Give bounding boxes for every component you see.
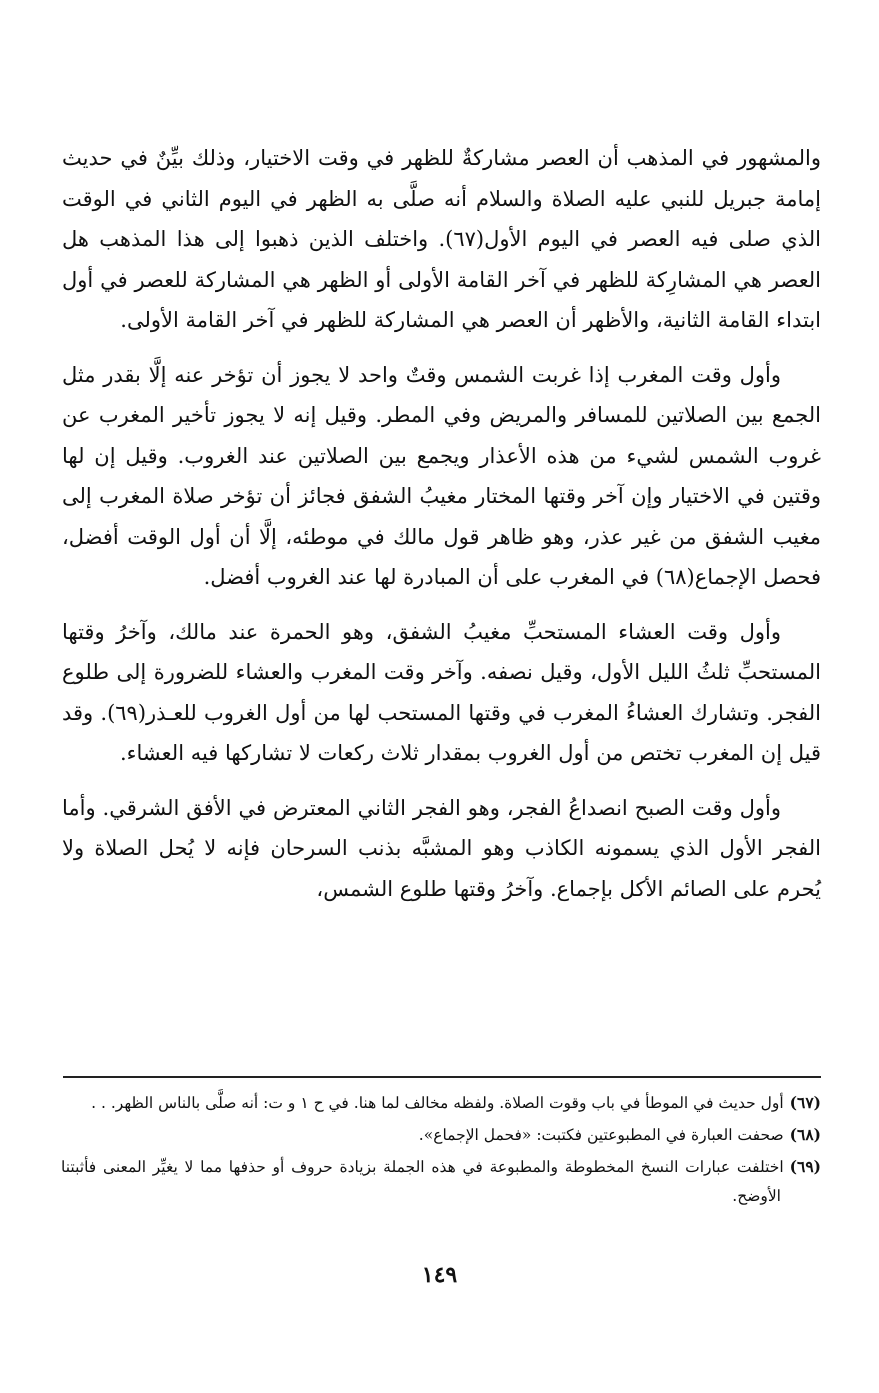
footnote-text: صحفت العبارة في المطبوعتين فكتبت: «فحمل الإجماع».	[418, 1126, 784, 1144]
footnote-number: (٦٩)	[789, 1157, 821, 1176]
paragraph-subh: وأول وقت الصبح انصداعُ الفجر، وهو الفجر الثاني المعترض في الأفق الشرقي. وأما الفجر الأول الذي يسمونه الكاذب وهو المشبَّه بذنب السرحان فإنه لا يُحل الصلاة ولا يُحرم على الصائم الأكل بإجماع. وآخرُ وقتها طلوع الشمس،	[62, 795, 821, 901]
footnote-67	[61, 1088, 821, 1118]
page-number: ١٤٩	[421, 1262, 458, 1288]
paragraph-isha: وأول وقت العشاء المستحبِّ مغيبُ الشفق، وهو الحمرة عند مالك، وآخرُ وقتها المستحبِّ ثلثُ الليل الأول، وقيل نصفه. وآخر وقت المغرب والعشاء للضرورة إلى طلوع الفجر. وتشارك العشاءُ المغرب في وقتها المستحب لها من أول الغروب للعـذر(٦٩). وقد قيل إن المغرب تختص من أول الغروب بمقدار ثلاث ركعات لا تشاركها فيه العشاء.	[62, 619, 821, 765]
footnote-text: اختلفت عبارات النسخ المخطوطة والمطبوعة في هذه الجملة بزيادة حروف أو حذفها مما لا يغيِّر المعنى فأثبتنا الأوضح.	[61, 1158, 784, 1205]
footnote-number: (٦٨)	[789, 1125, 821, 1144]
footnotes-block	[61, 1088, 821, 1213]
paragraph-zuhr-asr: والمشهور في المذهب أن العصر مشاركةٌ للظهر في وقت الاختيار، وذلك بيِّنٌ في حديث إمامة جبريل للنبي عليه الصلاة والسلام أنه صلَّى به الظهر في اليوم الثاني في الوقت الذي صلى فيه العصر في اليوم الأول(٦٧). واختلف الذين ذهبوا إلى هذا المذهب هل العصر هي المشارِكة للظهر في آخر القامة الأولى أو الظهر هي المشاركة للعصر في أول ابتداء القامة الثانية، والأظهر أن العصر هي المشاركة للظهر في آخر القامة الأولى.	[62, 146, 821, 332]
main-text-block	[62, 138, 821, 923]
footnote-separator	[63, 1076, 821, 1078]
footnote-text: أول حديث في الموطأ في باب وقوت الصلاة. ولفظه مخالف لما هنا. في ح ١ و ت: أنه صلَّى بالناس الظهر. . .	[91, 1094, 784, 1112]
paragraph-maghrib: وأول وقت المغرب إذا غربت الشمس وقتٌ واحد لا يجوز أن تؤخر عنه إلَّا بقدر مثل الجمع بين الصلاتين للمسافر والمريض وفي المطر. وقيل إنه لا يجوز تأخير المغرب عن غروب الشمس لشيء من هذه الأعذار ويجمع بين الصلاتين عند الغروب. وقيل إن لها وقتين في الاختيار وإن آخر وقتها المختار مغيبُ الشفق فجائز أن تؤخر صلاة المغرب إلى مغيب الشفق من غير عذر، وهو ظاهر قول مالك في موطئه، إلَّا أن أول الوقت أفضل، فحصل الإجماع(٦٨) في المغرب على أن المبادرة لها عند الغروب أفضل.	[62, 362, 821, 589]
footnote-69	[61, 1152, 821, 1211]
footnote-68	[61, 1120, 821, 1150]
footnote-number: (٦٧)	[789, 1093, 821, 1112]
